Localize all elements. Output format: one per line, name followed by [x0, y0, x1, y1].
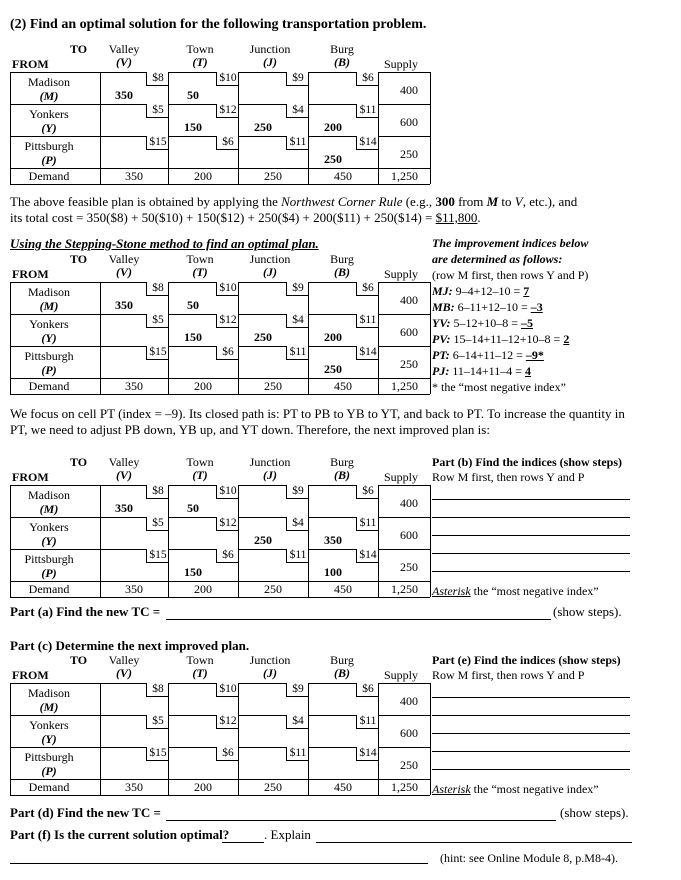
row-header-name: Yonkers — [29, 317, 69, 331]
row-header-name: Yonkers — [29, 107, 69, 121]
improvement-index-row: PJ: 11–14+11–4 = 4 — [432, 364, 531, 378]
col-header-abbr: (T) — [192, 55, 208, 69]
improvement-subtitle: (row M first, then rows Y and P) — [432, 268, 589, 282]
cost-cell: $6 — [356, 683, 379, 697]
part-b-answer-line-3[interactable] — [432, 535, 630, 536]
closed-path-text-2: PT, we need to adjust PB down, YB up, and YT down. Therefore, the next improved plan is: — [10, 422, 490, 437]
allocation-cell[interactable]: 150 — [184, 565, 202, 579]
part-a-steps: (show steps). — [553, 604, 622, 619]
allocation-cell[interactable]: 50 — [187, 501, 199, 515]
allocation-cell[interactable]: 200 — [324, 120, 342, 134]
from-label: FROM — [12, 57, 49, 71]
cost-cell: $6 — [356, 485, 379, 499]
cost-cell: $11 — [286, 549, 309, 563]
part-d-steps: (show steps). — [560, 805, 629, 820]
row-header-abbr: (M) — [39, 89, 59, 103]
from-label: FROM — [12, 668, 49, 682]
supply-header: Supply — [384, 267, 419, 281]
col-header-abbr: (V) — [116, 666, 132, 680]
col-header-name: Junction — [249, 252, 291, 266]
cost-cell: $14 — [356, 346, 379, 360]
total-value: 1,250 — [391, 169, 418, 183]
supply-value: 600 — [400, 115, 418, 129]
cost-cell: $11 — [286, 747, 309, 761]
row-header-name: Pittsburgh — [24, 552, 74, 566]
col-header-name: Valley — [108, 42, 140, 56]
col-header-name: Valley — [108, 653, 140, 667]
row-header-abbr: (Y) — [41, 534, 57, 548]
part-e-title: Part (e) Find the indices (show steps) — [432, 653, 621, 667]
cost-cell: $11 — [356, 715, 379, 729]
part-b-answer-line-2[interactable] — [432, 517, 630, 518]
demand-value: 200 — [194, 780, 212, 794]
cost-cell: $9 — [286, 485, 309, 499]
to-label: TO — [70, 252, 88, 266]
improvement-index-row: PT: 6–14+11–12 = –9* — [432, 348, 544, 362]
part-e-answer-line-3[interactable] — [432, 733, 630, 734]
supply-value: 600 — [400, 528, 418, 542]
allocation-cell[interactable]: 350 — [115, 501, 133, 515]
col-header-name: Town — [186, 252, 214, 266]
col-header-name: Junction — [249, 455, 291, 469]
improvement-index-row: MB: 6–11+12–10 = –3 — [432, 300, 543, 314]
demand-value: 200 — [194, 582, 212, 596]
cost-cell: $9 — [286, 683, 309, 697]
cost-cell: $6 — [216, 346, 239, 360]
allocation-cell[interactable]: 100 — [324, 565, 342, 579]
col-header-abbr: (V) — [116, 265, 132, 279]
cost-cell: $5 — [146, 517, 169, 531]
cost-cell: $5 — [146, 314, 169, 328]
demand-value: 450 — [334, 169, 352, 183]
col-header-name: Burg — [330, 455, 354, 469]
supply-value: 600 — [400, 325, 418, 339]
cost-cell: $4 — [286, 715, 309, 729]
cost-cell: $5 — [146, 104, 169, 118]
demand-label: Demand — [28, 582, 70, 596]
row-header-name: Pittsburgh — [24, 750, 74, 764]
cost-cell: $11 — [286, 346, 309, 360]
cost-cell: $4 — [286, 314, 309, 328]
demand-value: 350 — [125, 780, 143, 794]
cost-cell: $9 — [286, 282, 309, 296]
supply-header: Supply — [384, 668, 419, 682]
cost-cell: $10 — [216, 72, 239, 86]
cost-cell: $9 — [286, 72, 309, 86]
cost-cell: $11 — [286, 136, 309, 150]
cost-cell: $10 — [216, 683, 239, 697]
improvement-note: * the “most negative index” — [432, 380, 566, 394]
row-header-name: Pittsburgh — [24, 349, 74, 363]
supply-header: Supply — [384, 470, 419, 484]
part-b-asterisk-note: Asterisk the “most negative index” — [432, 584, 599, 598]
part-b-title: Part (b) Find the indices (show steps) — [432, 455, 623, 469]
demand-value: 250 — [264, 780, 282, 794]
row-header-name: Yonkers — [29, 718, 69, 732]
col-header-abbr: (B) — [334, 666, 350, 680]
col-header-abbr: (T) — [192, 468, 208, 482]
allocation-cell[interactable]: 350 — [324, 533, 342, 547]
cost-cell: $11 — [356, 104, 379, 118]
col-header-name: Junction — [249, 653, 291, 667]
demand-value: 350 — [125, 169, 143, 183]
row-header-abbr: (P) — [41, 363, 57, 377]
cost-cell: $12 — [216, 314, 239, 328]
supply-header: Supply — [384, 57, 419, 71]
demand-value: 350 — [125, 379, 143, 393]
row-header-abbr: (P) — [41, 566, 57, 580]
cost-cell: $11 — [356, 517, 379, 531]
part-e-answer-line-1[interactable] — [432, 697, 630, 698]
demand-value: 250 — [264, 169, 282, 183]
col-header-abbr: (V) — [116, 55, 132, 69]
supply-value: 400 — [400, 694, 418, 708]
part-e-answer-line-4[interactable] — [432, 751, 630, 752]
cost-cell: $15 — [146, 549, 169, 563]
to-label: TO — [70, 455, 88, 469]
part-f-answer-line[interactable] — [222, 842, 264, 843]
part-b-answer-line-4[interactable] — [432, 553, 630, 554]
part-e-subtitle: Row M first, then rows Y and P — [432, 668, 585, 682]
col-header-abbr: (J) — [263, 265, 277, 279]
demand-value: 450 — [334, 780, 352, 794]
col-header-abbr: (T) — [192, 666, 208, 680]
col-header-name: Burg — [330, 42, 354, 56]
supply-value: 400 — [400, 293, 418, 307]
part-a-label: Part (a) Find the new TC = — [10, 604, 161, 619]
part-b-answer-line-1[interactable] — [432, 499, 630, 500]
to-label: TO — [70, 653, 88, 667]
supply-value: 400 — [400, 496, 418, 510]
allocation-cell[interactable]: 200 — [324, 330, 342, 344]
demand-label: Demand — [28, 169, 70, 183]
cost-cell: $6 — [216, 136, 239, 150]
demand-value: 450 — [334, 379, 352, 393]
part-d-answer-line[interactable] — [166, 820, 556, 821]
cost-cell: $14 — [356, 747, 379, 761]
cost-cell: $12 — [216, 715, 239, 729]
row-header-name: Pittsburgh — [24, 139, 74, 153]
col-header-abbr: (B) — [334, 468, 350, 482]
to-label: TO — [70, 42, 88, 56]
allocation-cell[interactable]: 350 — [115, 298, 133, 312]
demand-value: 200 — [194, 169, 212, 183]
row-header-abbr: (Y) — [41, 121, 57, 135]
allocation-cell[interactable]: 250 — [324, 362, 342, 376]
demand-value: 250 — [264, 582, 282, 596]
improvement-index-row: MJ: 9–4+12–10 = 7 — [432, 284, 530, 298]
col-header-name: Valley — [108, 252, 140, 266]
supply-value: 250 — [400, 758, 418, 772]
allocation-cell[interactable]: 250 — [324, 152, 342, 166]
improvement-title-2: are determined as follows: — [432, 252, 563, 266]
improvement-index-row: PV: 15–14+11–12+10–8 = 2 — [432, 332, 570, 346]
row-header-name: Madison — [28, 75, 70, 89]
supply-value: 400 — [400, 83, 418, 97]
col-header-abbr: (J) — [263, 55, 277, 69]
allocation-cell[interactable]: 350 — [115, 88, 133, 102]
col-header-abbr: (T) — [192, 265, 208, 279]
improvement-title-1: The improvement indices below — [432, 236, 589, 250]
cost-cell: $6 — [356, 282, 379, 296]
part-a-answer-line[interactable] — [166, 619, 551, 620]
total-cost-text: its total cost = 350($8) + 50($10) + 150($12) + 250($4) + 200($11) + 250($14) = $11,800. — [10, 210, 481, 225]
allocation-cell[interactable]: 250 — [254, 120, 272, 134]
col-header-name: Town — [186, 653, 214, 667]
col-header-abbr: (B) — [334, 55, 350, 69]
row-header-abbr: (P) — [41, 153, 57, 167]
row-header-name: Yonkers — [29, 520, 69, 534]
cost-cell: $15 — [146, 346, 169, 360]
col-header-abbr: (V) — [116, 468, 132, 482]
cost-cell: $8 — [146, 683, 169, 697]
part-c-label: Part (c) Determine the next improved plan. — [10, 638, 250, 653]
cost-cell: $15 — [146, 747, 169, 761]
col-header-abbr: (J) — [263, 666, 277, 680]
part-f-label: Part (f) Is the current solution optimal? — [10, 827, 230, 842]
from-label: FROM — [12, 267, 49, 281]
row-header-abbr: (P) — [41, 764, 57, 778]
row-header-abbr: (M) — [39, 700, 59, 714]
cost-cell: $15 — [146, 136, 169, 150]
row-header-abbr: (M) — [39, 299, 59, 313]
row-header-abbr: (Y) — [41, 732, 57, 746]
allocation-cell[interactable]: 250 — [254, 330, 272, 344]
cost-cell: $4 — [286, 517, 309, 531]
demand-label: Demand — [28, 379, 70, 393]
allocation-cell[interactable]: 250 — [254, 533, 272, 547]
col-header-name: Town — [186, 42, 214, 56]
row-header-abbr: (Y) — [41, 331, 57, 345]
nw-corner-text: The above feasible plan is obtained by applying the Northwest Corner Rule (e.g., 300 from M to V, etc.), and — [10, 194, 578, 209]
part-e-answer-line-2[interactable] — [432, 715, 630, 716]
cost-cell: $4 — [286, 104, 309, 118]
cost-cell: $14 — [356, 549, 379, 563]
col-header-name: Town — [186, 455, 214, 469]
col-header-abbr: (B) — [334, 265, 350, 279]
supply-value: 250 — [400, 560, 418, 574]
cost-cell: $6 — [356, 72, 379, 86]
cost-cell: $6 — [216, 747, 239, 761]
cost-cell: $12 — [216, 104, 239, 118]
demand-label: Demand — [28, 780, 70, 794]
supply-value: 250 — [400, 357, 418, 371]
allocation-cell[interactable]: 50 — [187, 88, 199, 102]
stepping-stone-heading: Using the Stepping-Stone method to find an optimal plan. — [10, 236, 319, 251]
part-d-label: Part (d) Find the new TC = — [10, 805, 161, 820]
part-f-explain-line-2[interactable] — [10, 863, 428, 864]
cost-cell: $14 — [356, 136, 379, 150]
improvement-index-row: YV: 5–12+10–8 = –5 — [432, 316, 533, 330]
allocation-cell[interactable]: 150 — [184, 120, 202, 134]
col-header-abbr: (J) — [263, 468, 277, 482]
row-header-name: Madison — [28, 285, 70, 299]
demand-value: 250 — [264, 379, 282, 393]
row-header-name: Madison — [28, 488, 70, 502]
col-header-name: Burg — [330, 252, 354, 266]
cost-cell: $6 — [216, 549, 239, 563]
col-header-name: Burg — [330, 653, 354, 667]
col-header-name: Junction — [249, 42, 291, 56]
part-e-answer-line-5[interactable] — [432, 769, 630, 770]
part-f-explain-line-1[interactable] — [316, 842, 632, 843]
cost-cell: $11 — [356, 314, 379, 328]
demand-value: 350 — [125, 582, 143, 596]
total-value: 1,250 — [391, 379, 418, 393]
part-b-subtitle: Row M first, then rows Y and P — [432, 470, 585, 484]
total-value: 1,250 — [391, 780, 418, 794]
allocation-cell[interactable]: 150 — [184, 330, 202, 344]
cost-cell: $12 — [216, 517, 239, 531]
row-header-name: Madison — [28, 686, 70, 700]
col-header-name: Valley — [108, 455, 140, 469]
supply-value: 250 — [400, 147, 418, 161]
from-label: FROM — [12, 470, 49, 484]
allocation-cell[interactable]: 50 — [187, 298, 199, 312]
part-f-explain: . Explain — [264, 827, 311, 842]
total-value: 1,250 — [391, 582, 418, 596]
cost-cell: $5 — [146, 715, 169, 729]
problem-title: (2) Find an optimal solution for the following transportation problem. — [10, 17, 427, 32]
part-b-answer-line-5[interactable] — [432, 571, 630, 572]
demand-value: 450 — [334, 582, 352, 596]
cost-cell: $8 — [146, 72, 169, 86]
part-e-asterisk-note: Asterisk the “most negative index” — [432, 782, 599, 796]
demand-value: 200 — [194, 379, 212, 393]
hint-text: (hint: see Online Module 8, p.M8-4). — [440, 851, 618, 865]
cost-cell: $10 — [216, 282, 239, 296]
cost-cell: $10 — [216, 485, 239, 499]
row-header-abbr: (M) — [39, 502, 59, 516]
closed-path-text-1: We focus on cell PT (index = –9). Its closed path is: PT to PB to YB to YT, and back to PT. To increase the quantity in — [10, 406, 625, 421]
supply-value: 600 — [400, 726, 418, 740]
cost-cell: $8 — [146, 485, 169, 499]
cost-cell: $8 — [146, 282, 169, 296]
